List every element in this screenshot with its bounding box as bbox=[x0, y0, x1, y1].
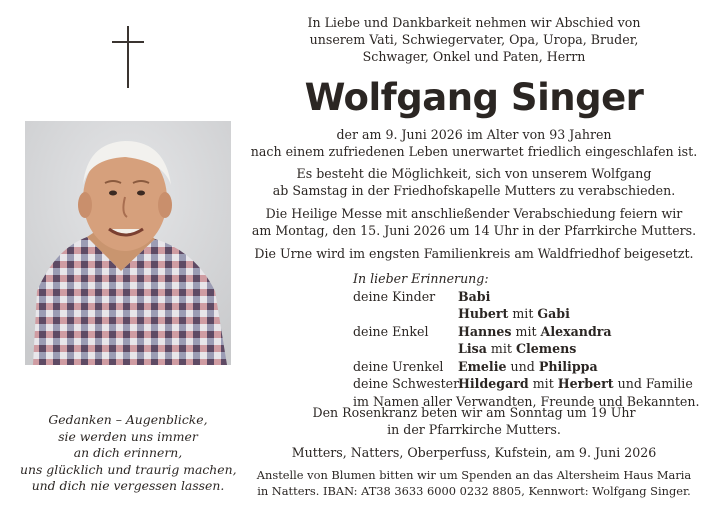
family-member: Herbert bbox=[557, 376, 614, 391]
intro-line: unserem Vati, Schwiegervater, Opa, Uropa, Bruder, bbox=[309, 32, 639, 47]
intro-line: In Liebe und Dankbarkeit nehmen wir Abschied von bbox=[307, 15, 641, 30]
cross-icon bbox=[112, 26, 144, 88]
death-line: nach einem zufriedenen Leben unerwartet friedlich eingeschlafen ist. bbox=[250, 144, 698, 159]
relation-label: deine Kinder bbox=[353, 288, 436, 304]
donation-line: Anstelle von Blumen bitten wir um Spenden an das Altersheim Haus Maria bbox=[256, 468, 692, 482]
family-member: Alexandra bbox=[540, 323, 612, 339]
connector: mit bbox=[512, 306, 534, 321]
poem-line: uns glücklich und traurig machen, bbox=[20, 461, 237, 477]
memory-heading: In lieber Erinnerung: bbox=[353, 271, 489, 286]
poem-line: sie werden uns immer bbox=[58, 428, 198, 444]
family-member: Babi bbox=[458, 288, 491, 304]
family-member: Emelie bbox=[458, 358, 507, 374]
family-names bbox=[458, 305, 570, 323]
family-member: Philippa bbox=[538, 358, 598, 374]
relation-label: deine Schwester bbox=[353, 376, 460, 391]
poem-line: an dich erinnern, bbox=[73, 445, 183, 461]
farewell-line: ab Samstag in der Friedhofskapelle Mutters zu verabschieden. bbox=[272, 183, 676, 198]
family-member: Gabi bbox=[537, 306, 570, 321]
connector: mit bbox=[532, 376, 554, 391]
family-names bbox=[458, 288, 490, 306]
family-names bbox=[458, 375, 693, 393]
memorial-poem bbox=[20, 412, 236, 495]
death-line: der am 9. Juni 2026 im Alter von 93 Jahren bbox=[336, 127, 612, 142]
connector: mit bbox=[515, 323, 537, 339]
family-names bbox=[458, 358, 598, 376]
connector: und bbox=[510, 358, 535, 374]
farewell-line: Es besteht die Möglichkeit, sich von unserem Wolfgang bbox=[296, 166, 652, 181]
poem-line: Gedanken – Augenblicke, bbox=[48, 412, 208, 427]
family-names bbox=[458, 340, 576, 358]
rosary-line: Den Rosenkranz beten wir am Sonntag um 19 Uhr bbox=[312, 405, 636, 420]
family-member: Lisa bbox=[458, 341, 487, 356]
family-member: Hildegard bbox=[458, 376, 529, 391]
place-date: Mutters, Natters, Oberperfuss, Kufstein, am 9. Juni 2026 bbox=[291, 445, 657, 460]
urn-line: Die Urne wird im engsten Familienkreis am Waldfriedhof beigesetzt. bbox=[254, 246, 694, 261]
poem-line: und dich nie vergessen lassen. bbox=[31, 478, 225, 494]
mass-line: am Montag, den 15. Juni 2026 um 14 Uhr in der Pfarrkirche Mutters. bbox=[251, 223, 697, 238]
relation-label: deine Enkel bbox=[353, 323, 429, 339]
deceased-name: Wolfgang Singer bbox=[304, 76, 644, 119]
all-relatives-line: im Namen aller Verwandten, Freunde und Bekannten. bbox=[353, 393, 700, 409]
intro-line: Schwager, Onkel und Paten, Herrn bbox=[362, 49, 586, 64]
family-names bbox=[458, 323, 612, 341]
connector: und Familie bbox=[617, 376, 693, 391]
portrait-photo bbox=[25, 121, 231, 365]
family-member: Clemens bbox=[515, 341, 577, 356]
donation-line: in Natters. IBAN: AT38 3633 6000 0232 8805, Kennwort: Wolfgang Singer. bbox=[257, 484, 691, 498]
family-member: Hannes bbox=[458, 323, 512, 339]
family-list bbox=[353, 270, 700, 410]
rosary-line: in der Pfarrkirche Mutters. bbox=[387, 422, 561, 437]
family-member: Hubert bbox=[458, 306, 509, 321]
mass-line: Die Heilige Messe mit anschließender Verabschiedung feiern wir bbox=[265, 206, 683, 221]
connector: mit bbox=[490, 341, 512, 356]
relation-label: deine Urenkel bbox=[353, 358, 444, 374]
